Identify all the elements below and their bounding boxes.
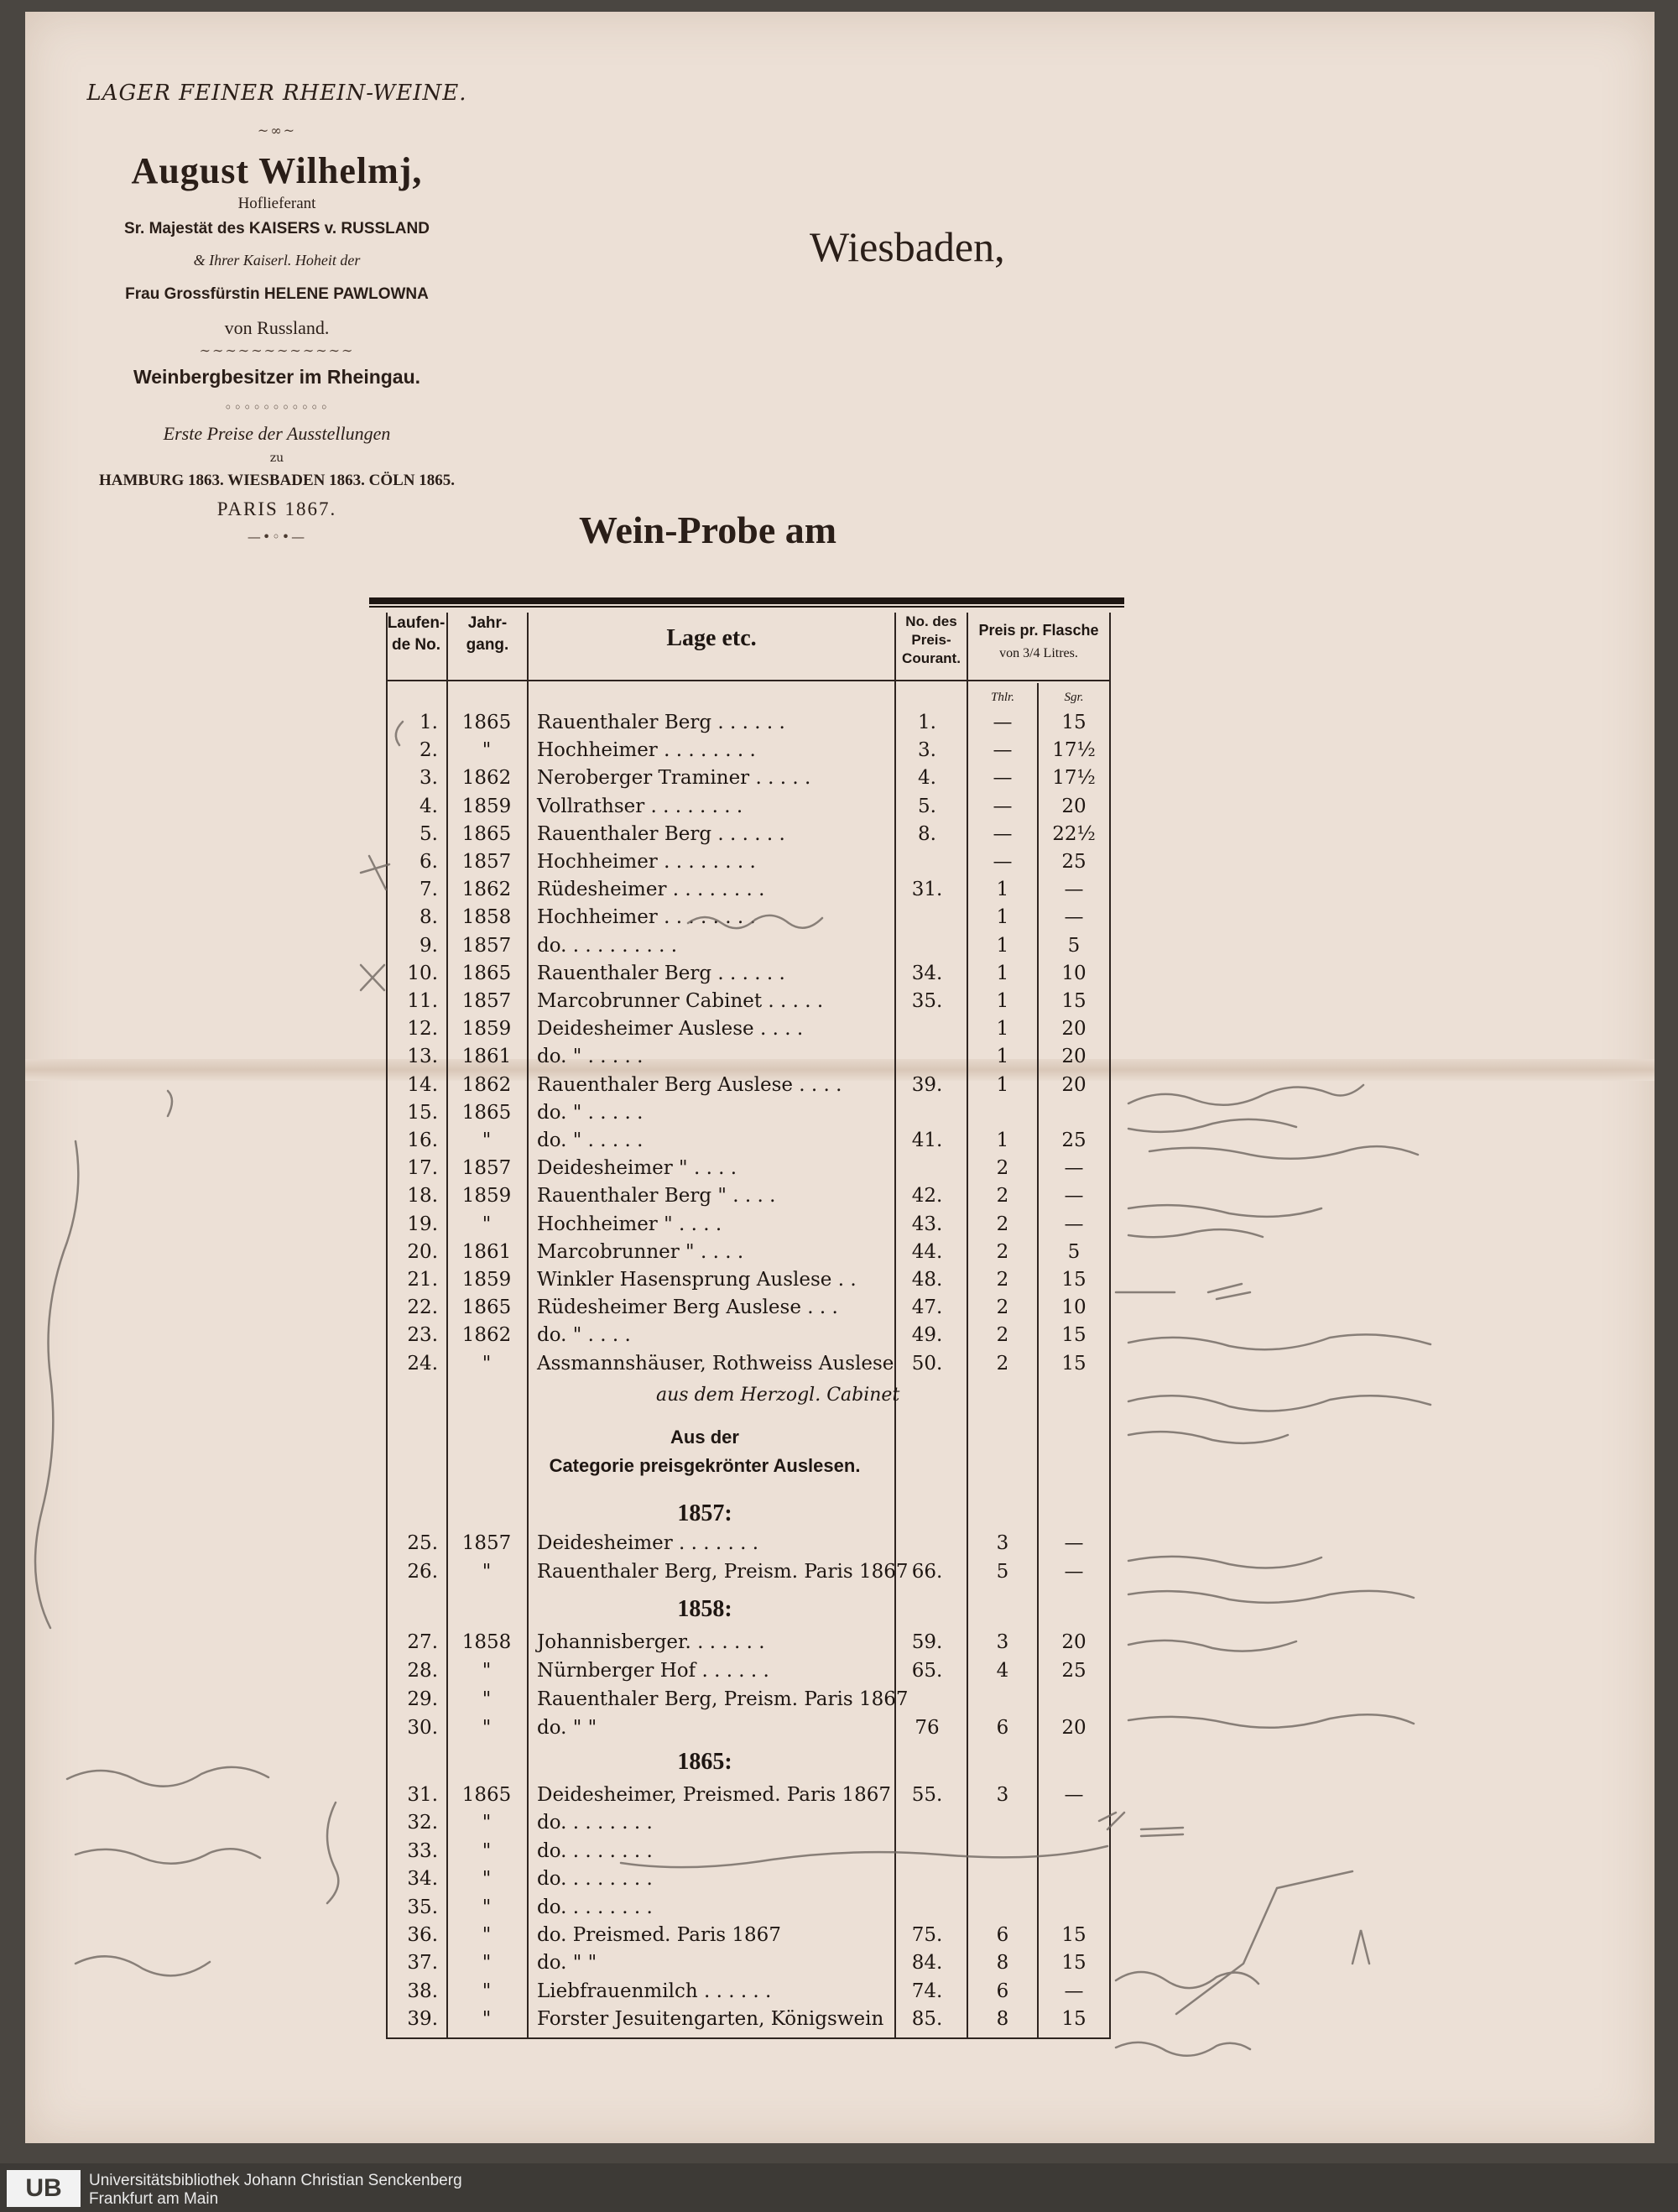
cell-courant: 55. — [911, 1784, 943, 1806]
letterhead-name: August Wilhelmj, — [131, 150, 423, 191]
cell-no: 28. — [407, 1660, 438, 1682]
cell-courant: 31. — [911, 879, 943, 901]
column-header-sgr: Sgr. — [1064, 691, 1084, 704]
cell-no: 24. — [407, 1352, 438, 1375]
cell-courant: 43. — [911, 1213, 943, 1235]
cell-year: 1858 — [461, 1631, 512, 1653]
cell-lage: Rauenthaler Berg . . . . . . — [537, 712, 785, 733]
cell-year: 1865 — [461, 822, 512, 845]
cell-no: 30. — [407, 1717, 438, 1739]
cell-lage: Deidesheimer, Preismed. Paris 1867 — [537, 1784, 891, 1806]
cell-lage: Marcobrunner " . . . . — [537, 1240, 744, 1263]
cell-lage: Deidesheimer Auslese . . . . — [537, 1018, 804, 1041]
cell-year: " — [482, 1812, 492, 1834]
letterhead-title-5: von Russland. — [224, 317, 330, 338]
cell-sgr: — — [1064, 1980, 1084, 2002]
cell-year: 1857 — [461, 1157, 512, 1180]
column-header-price: Preis pr. Flasche — [978, 622, 1099, 639]
cell-year: " — [482, 1980, 492, 2002]
footer-line-2: Frankfurt am Main — [89, 2190, 219, 2208]
cell-year: " — [482, 1213, 492, 1235]
cell-courant: 35. — [911, 990, 943, 1012]
cell-lage: Vollrathser . . . . . . . . — [537, 795, 743, 817]
cell-sgr: 20 — [1061, 1046, 1087, 1068]
cell-courant: 39. — [911, 1073, 943, 1096]
cell-thlr: 2 — [996, 1296, 1009, 1319]
cell-year: 1865 — [461, 712, 512, 733]
cell-thlr: — — [993, 851, 1013, 873]
cell-thlr: 1 — [996, 934, 1009, 957]
cell-lage: do. " . . . . — [537, 1324, 631, 1347]
cell-year: " — [482, 1561, 492, 1583]
cell-thlr: 2 — [996, 1352, 1009, 1375]
cell-lage: do. . . . . . . . — [537, 1896, 653, 1918]
cell-no: 5. — [420, 822, 438, 845]
cell-courant: 59. — [911, 1631, 943, 1653]
cell-lage: Forster Jesuitengarten, Königswein — [537, 2008, 884, 2031]
cell-sgr: 15 — [1061, 1952, 1087, 1975]
cell-thlr: 1 — [996, 879, 1009, 901]
cell-year: 1859 — [461, 1018, 512, 1041]
cell-sgr: 15 — [1061, 1924, 1087, 1946]
cell-lage: Winkler Hasensprung Auslese . . — [537, 1269, 857, 1291]
letterhead-title-4: Frau Grossfürstin HELENE PAWLOWNA — [125, 285, 429, 303]
cell-no: 8. — [420, 906, 438, 929]
cell-no: 19. — [407, 1213, 438, 1235]
cell-courant: 65. — [911, 1660, 943, 1682]
cell-lage: Deidesheimer . . . . . . . — [537, 1532, 759, 1554]
cell-courant: 75. — [911, 1924, 943, 1946]
cell-thlr: — — [993, 795, 1013, 817]
cell-lage: Hochheimer . . . . . . . . — [537, 906, 756, 929]
cell-thlr: 1 — [996, 1129, 1009, 1151]
cell-no: 34. — [407, 1868, 438, 1891]
letterhead-prizes-zu: zu — [269, 451, 284, 465]
cell-thlr: 2 — [996, 1240, 1009, 1263]
cell-year: 1857 — [461, 851, 512, 873]
cell-courant: 85. — [911, 2008, 943, 2031]
cell-thlr: — — [993, 822, 1013, 845]
cell-year: 1859 — [461, 1269, 512, 1291]
cell-sgr: — — [1064, 1157, 1084, 1180]
column-header-thlr: Thlr. — [991, 691, 1014, 704]
cell-no: 4. — [420, 795, 438, 817]
cell-lage: do. . . . . . . . — [537, 1812, 653, 1834]
cell-lage: Rauenthaler Berg . . . . . . — [537, 822, 785, 845]
cell-thlr: — — [993, 767, 1013, 790]
cell-thlr: 1 — [996, 906, 1009, 929]
cell-no: 11. — [407, 990, 438, 1012]
library-logo: UB — [7, 2170, 81, 2207]
column-header-courant: No. des Preis-Courant. — [902, 613, 961, 666]
cell-lage: Rauenthaler Berg, Preism. Paris 1867 — [537, 1561, 909, 1583]
cell-thlr: — — [993, 712, 1013, 733]
cell-thlr: 1 — [996, 1073, 1009, 1096]
letterhead-title-2: Sr. Majestät des KAISERS v. RUSSLAND — [124, 220, 430, 237]
cell-sgr: 15 — [1061, 1352, 1087, 1375]
cell-year: 1861 — [461, 1046, 512, 1068]
cell-lage: do. . . . . . . . . . — [537, 934, 678, 957]
cell-no: 1. — [420, 712, 438, 733]
cell-no: 33. — [407, 1839, 438, 1862]
cell-year: " — [482, 1717, 492, 1739]
cell-courant: 50. — [911, 1352, 943, 1375]
column-header-no: Laufen-de No. — [387, 614, 446, 654]
cell-sgr: — — [1064, 1561, 1084, 1583]
cell-courant: 8. — [918, 822, 936, 845]
cell-courant: 74. — [911, 1980, 943, 2002]
letterhead-tagline: LAGER FEINER RHEIN-WEINE. — [86, 81, 467, 106]
cell-no: 38. — [407, 1980, 438, 2002]
year-heading-1857: 1857: — [677, 1500, 732, 1526]
cell-no: 31. — [407, 1784, 438, 1806]
cell-thlr: 1 — [996, 1046, 1009, 1068]
cell-year: " — [482, 1924, 492, 1946]
cell-sgr: 20 — [1061, 1073, 1087, 1096]
cell-thlr: 3 — [996, 1631, 1009, 1653]
cell-lage: Nürnberger Hof . . . . . . — [537, 1660, 769, 1682]
cell-no: 35. — [407, 1896, 438, 1918]
cell-year: 1862 — [461, 767, 512, 790]
cell-year: " — [482, 1352, 492, 1375]
cell-sgr: 15 — [1061, 712, 1087, 733]
cell-thlr: 1 — [996, 962, 1009, 984]
cell-lage: Rauenthaler Berg " . . . . — [537, 1185, 776, 1208]
cell-no: 36. — [407, 1924, 438, 1946]
cell-sgr: — — [1064, 1213, 1084, 1235]
cell-courant: 47. — [911, 1296, 943, 1319]
cell-courant: 48. — [911, 1269, 943, 1291]
footer-text — [89, 2172, 462, 2209]
cell-thlr: 2 — [996, 1213, 1009, 1235]
cell-sgr: 5 — [1067, 934, 1081, 957]
cell-lage: do. " . . . . . — [537, 1101, 644, 1124]
cell-lage: Rauenthaler Berg Auslese . . . . — [537, 1073, 842, 1096]
cell-thlr: 6 — [996, 1717, 1009, 1739]
cell-thlr: 4 — [996, 1660, 1009, 1682]
letterhead-paris: PARIS 1867. — [216, 498, 337, 519]
cell-lage: Hochheimer . . . . . . . . — [537, 739, 756, 762]
cell-courant: 84. — [911, 1952, 943, 1975]
cell-thlr: — — [993, 739, 1013, 762]
cell-no: 14. — [407, 1073, 438, 1096]
cell-lage: Rüdesheimer . . . . . . . . — [537, 879, 765, 901]
cell-year: 1859 — [461, 1185, 512, 1208]
cell-lage: Assmannshäuser, Rothweiss Auslese — [537, 1352, 894, 1375]
cell-year: 1865 — [461, 1784, 512, 1806]
cell-courant: 76 — [915, 1717, 940, 1739]
cell-thlr: 6 — [996, 1924, 1009, 1946]
cell-lage: Hochheimer " . . . . — [537, 1213, 722, 1235]
cell-no: 22. — [407, 1296, 438, 1319]
cell-thlr: 2 — [996, 1269, 1009, 1291]
cell-no: 18. — [407, 1185, 438, 1208]
cell-no: 7. — [420, 879, 438, 901]
cell-sgr: 15 — [1061, 1324, 1087, 1347]
cell-sgr: 17½ — [1052, 739, 1096, 762]
cell-sgr: 25 — [1061, 851, 1087, 873]
cell-courant: 41. — [911, 1129, 943, 1151]
cell-no: 2. — [420, 739, 438, 762]
cell-sgr: 25 — [1061, 1660, 1087, 1682]
section-title: Aus der — [670, 1427, 739, 1448]
cell-sgr: 17½ — [1052, 767, 1096, 790]
cell-thlr: 2 — [996, 1185, 1009, 1208]
year-heading-1858: 1858: — [677, 1596, 732, 1622]
cell-thlr: 6 — [996, 1980, 1009, 2002]
cell-thlr: 5 — [996, 1561, 1009, 1583]
cell-year: " — [482, 1660, 492, 1682]
cell-no: 27. — [407, 1631, 438, 1653]
cell-year: " — [482, 739, 492, 762]
cell-no: 17. — [407, 1157, 438, 1180]
cell-sgr: 25 — [1061, 1129, 1087, 1151]
cell-courant: 49. — [911, 1324, 943, 1347]
cell-courant: 5. — [918, 795, 936, 817]
cell-no: 16. — [407, 1129, 438, 1151]
letterhead-title-3: & Ihrer Kaiserl. Hoheit der — [193, 252, 361, 269]
cell-sgr: — — [1064, 906, 1084, 929]
cell-sgr: 20 — [1061, 1717, 1087, 1739]
cell-sgr: 20 — [1061, 1631, 1087, 1653]
cell-year: " — [482, 1129, 492, 1151]
cell-no: 39. — [407, 2008, 438, 2031]
letterhead-vineyard: Weinbergbesitzer im Rheingau. — [133, 366, 421, 388]
cell-no: 20. — [407, 1240, 438, 1263]
cell-year: 1857 — [461, 934, 512, 957]
cell-courant: 34. — [911, 962, 943, 984]
cell-sgr: 20 — [1061, 795, 1087, 817]
cell-thlr: 8 — [996, 1952, 1009, 1975]
cell-year: 1862 — [461, 1324, 512, 1347]
cell-sgr: — — [1064, 1784, 1084, 1806]
letterhead-prizes: Erste Preise der Ausstellungen — [163, 423, 391, 444]
cell-lage: do. Preismed. Paris 1867 — [537, 1924, 781, 1946]
cell-no: 29. — [407, 1688, 438, 1710]
cell-lage: Rüdesheimer Berg Auslese . . . — [537, 1296, 838, 1319]
cell-no: 32. — [407, 1812, 438, 1834]
row-24-subtitle: aus dem Herzogl. Cabinet — [656, 1385, 900, 1406]
cell-year: 1865 — [461, 1101, 512, 1124]
cell-lage: Hochheimer . . . . . . . . — [537, 851, 756, 873]
cell-no: 13. — [407, 1046, 438, 1068]
cell-lage: do. " . . . . . — [537, 1046, 644, 1068]
cell-sgr: 5 — [1067, 1240, 1081, 1263]
cell-year: 1862 — [461, 879, 512, 901]
cell-year: 1865 — [461, 962, 512, 984]
cell-courant: 42. — [911, 1185, 943, 1208]
cell-thlr: 3 — [996, 1784, 1009, 1806]
cell-lage: Rauenthaler Berg, Preism. Paris 1867 — [537, 1688, 909, 1710]
cell-no: 21. — [407, 1269, 438, 1291]
cell-sgr: 22½ — [1052, 822, 1096, 845]
cell-sgr: — — [1064, 1185, 1084, 1208]
ornament-icon: —•◦•— — [247, 529, 307, 545]
cell-lage: Johannisberger. . . . . . . — [537, 1631, 765, 1653]
cell-year: 1865 — [461, 1296, 512, 1319]
cell-no: 3. — [420, 767, 438, 790]
cell-no: 26. — [407, 1561, 438, 1583]
cell-lage: do. " " — [537, 1717, 597, 1739]
cell-year: " — [482, 1952, 492, 1975]
cell-lage: Neroberger Traminer . . . . . — [537, 767, 811, 790]
cell-year: " — [482, 2008, 492, 2031]
cell-lage: Deidesheimer " . . . . — [537, 1157, 737, 1180]
letterhead-title-1: Hoflieferant — [237, 195, 316, 212]
cell-no: 15. — [407, 1101, 438, 1124]
cell-thlr: 8 — [996, 2008, 1009, 2031]
cell-sgr: 15 — [1061, 990, 1087, 1012]
cell-year: 1857 — [461, 1532, 512, 1554]
city-line: Wiesbaden, — [810, 223, 1005, 270]
cell-sgr: — — [1064, 879, 1084, 901]
cell-thlr: 3 — [996, 1532, 1009, 1554]
cell-courant: 4. — [918, 767, 936, 790]
letterhead-prize-cities: HAMBURG 1863. WIESBADEN 1863. CÖLN 1865. — [98, 472, 456, 489]
cell-thlr: 2 — [996, 1157, 1009, 1180]
cell-lage: do. " " — [537, 1952, 597, 1975]
ornament-icon: ~∞~ — [257, 123, 297, 138]
cell-courant: 66. — [911, 1561, 943, 1583]
year-heading-1865: 1865: — [677, 1749, 732, 1775]
cell-lage: Rauenthaler Berg . . . . . . — [537, 962, 785, 984]
cell-no: 10. — [407, 962, 438, 984]
cell-lage: do. . . . . . . . — [537, 1868, 653, 1891]
cell-year: 1857 — [461, 990, 512, 1012]
cell-thlr: 1 — [996, 1018, 1009, 1041]
cell-no: 37. — [407, 1952, 438, 1975]
column-header-price-sub: von 3/4 Litres. — [999, 646, 1078, 660]
cell-sgr: 10 — [1061, 962, 1087, 984]
cell-year: 1858 — [461, 906, 512, 929]
cell-no: 12. — [407, 1018, 438, 1041]
section-title: Categorie preisgekrönter Auslesen. — [549, 1455, 861, 1476]
cell-no: 23. — [407, 1324, 438, 1347]
cell-year: " — [482, 1688, 492, 1710]
cell-thlr: 1 — [996, 990, 1009, 1012]
cell-thlr: 2 — [996, 1324, 1009, 1347]
cell-lage: do. " . . . . . — [537, 1129, 644, 1151]
cell-sgr: 15 — [1061, 2008, 1087, 2031]
cell-lage: Marcobrunner Cabinet . . . . . — [537, 990, 824, 1012]
page-title: Wein-Probe am — [579, 509, 837, 551]
cell-no: 25. — [407, 1532, 438, 1554]
cell-courant: 1. — [918, 712, 936, 733]
cell-year: " — [482, 1868, 492, 1891]
cell-courant: 44. — [911, 1240, 943, 1263]
ornament-icon: ◦◦◦◦◦◦◦◦◦◦◦ — [224, 399, 330, 415]
cell-year: " — [482, 1896, 492, 1918]
cell-year: 1859 — [461, 795, 512, 817]
cell-sgr: 20 — [1061, 1018, 1087, 1041]
column-header-lage: Lage etc. — [666, 625, 757, 651]
cell-courant: 3. — [918, 739, 936, 762]
cell-sgr: 10 — [1061, 1296, 1087, 1319]
cell-sgr: 15 — [1061, 1269, 1087, 1291]
cell-sgr: — — [1064, 1532, 1084, 1554]
footer-line-1: Universitätsbibliothek Johann Christian Senckenberg — [89, 2172, 462, 2189]
cell-lage: Liebfrauenmilch . . . . . . — [537, 1980, 772, 2002]
ornament-icon: ∼∼∼∼∼∼∼∼∼∼∼∼ — [199, 342, 355, 358]
column-header-year: Jahr-gang. — [466, 614, 509, 654]
cell-year: 1862 — [461, 1073, 512, 1096]
cell-no: 9. — [420, 934, 438, 957]
cell-lage: do. . . . . . . . — [537, 1839, 653, 1862]
cell-no: 6. — [420, 851, 438, 873]
cell-year: 1861 — [461, 1240, 512, 1263]
cell-year: " — [482, 1839, 492, 1862]
